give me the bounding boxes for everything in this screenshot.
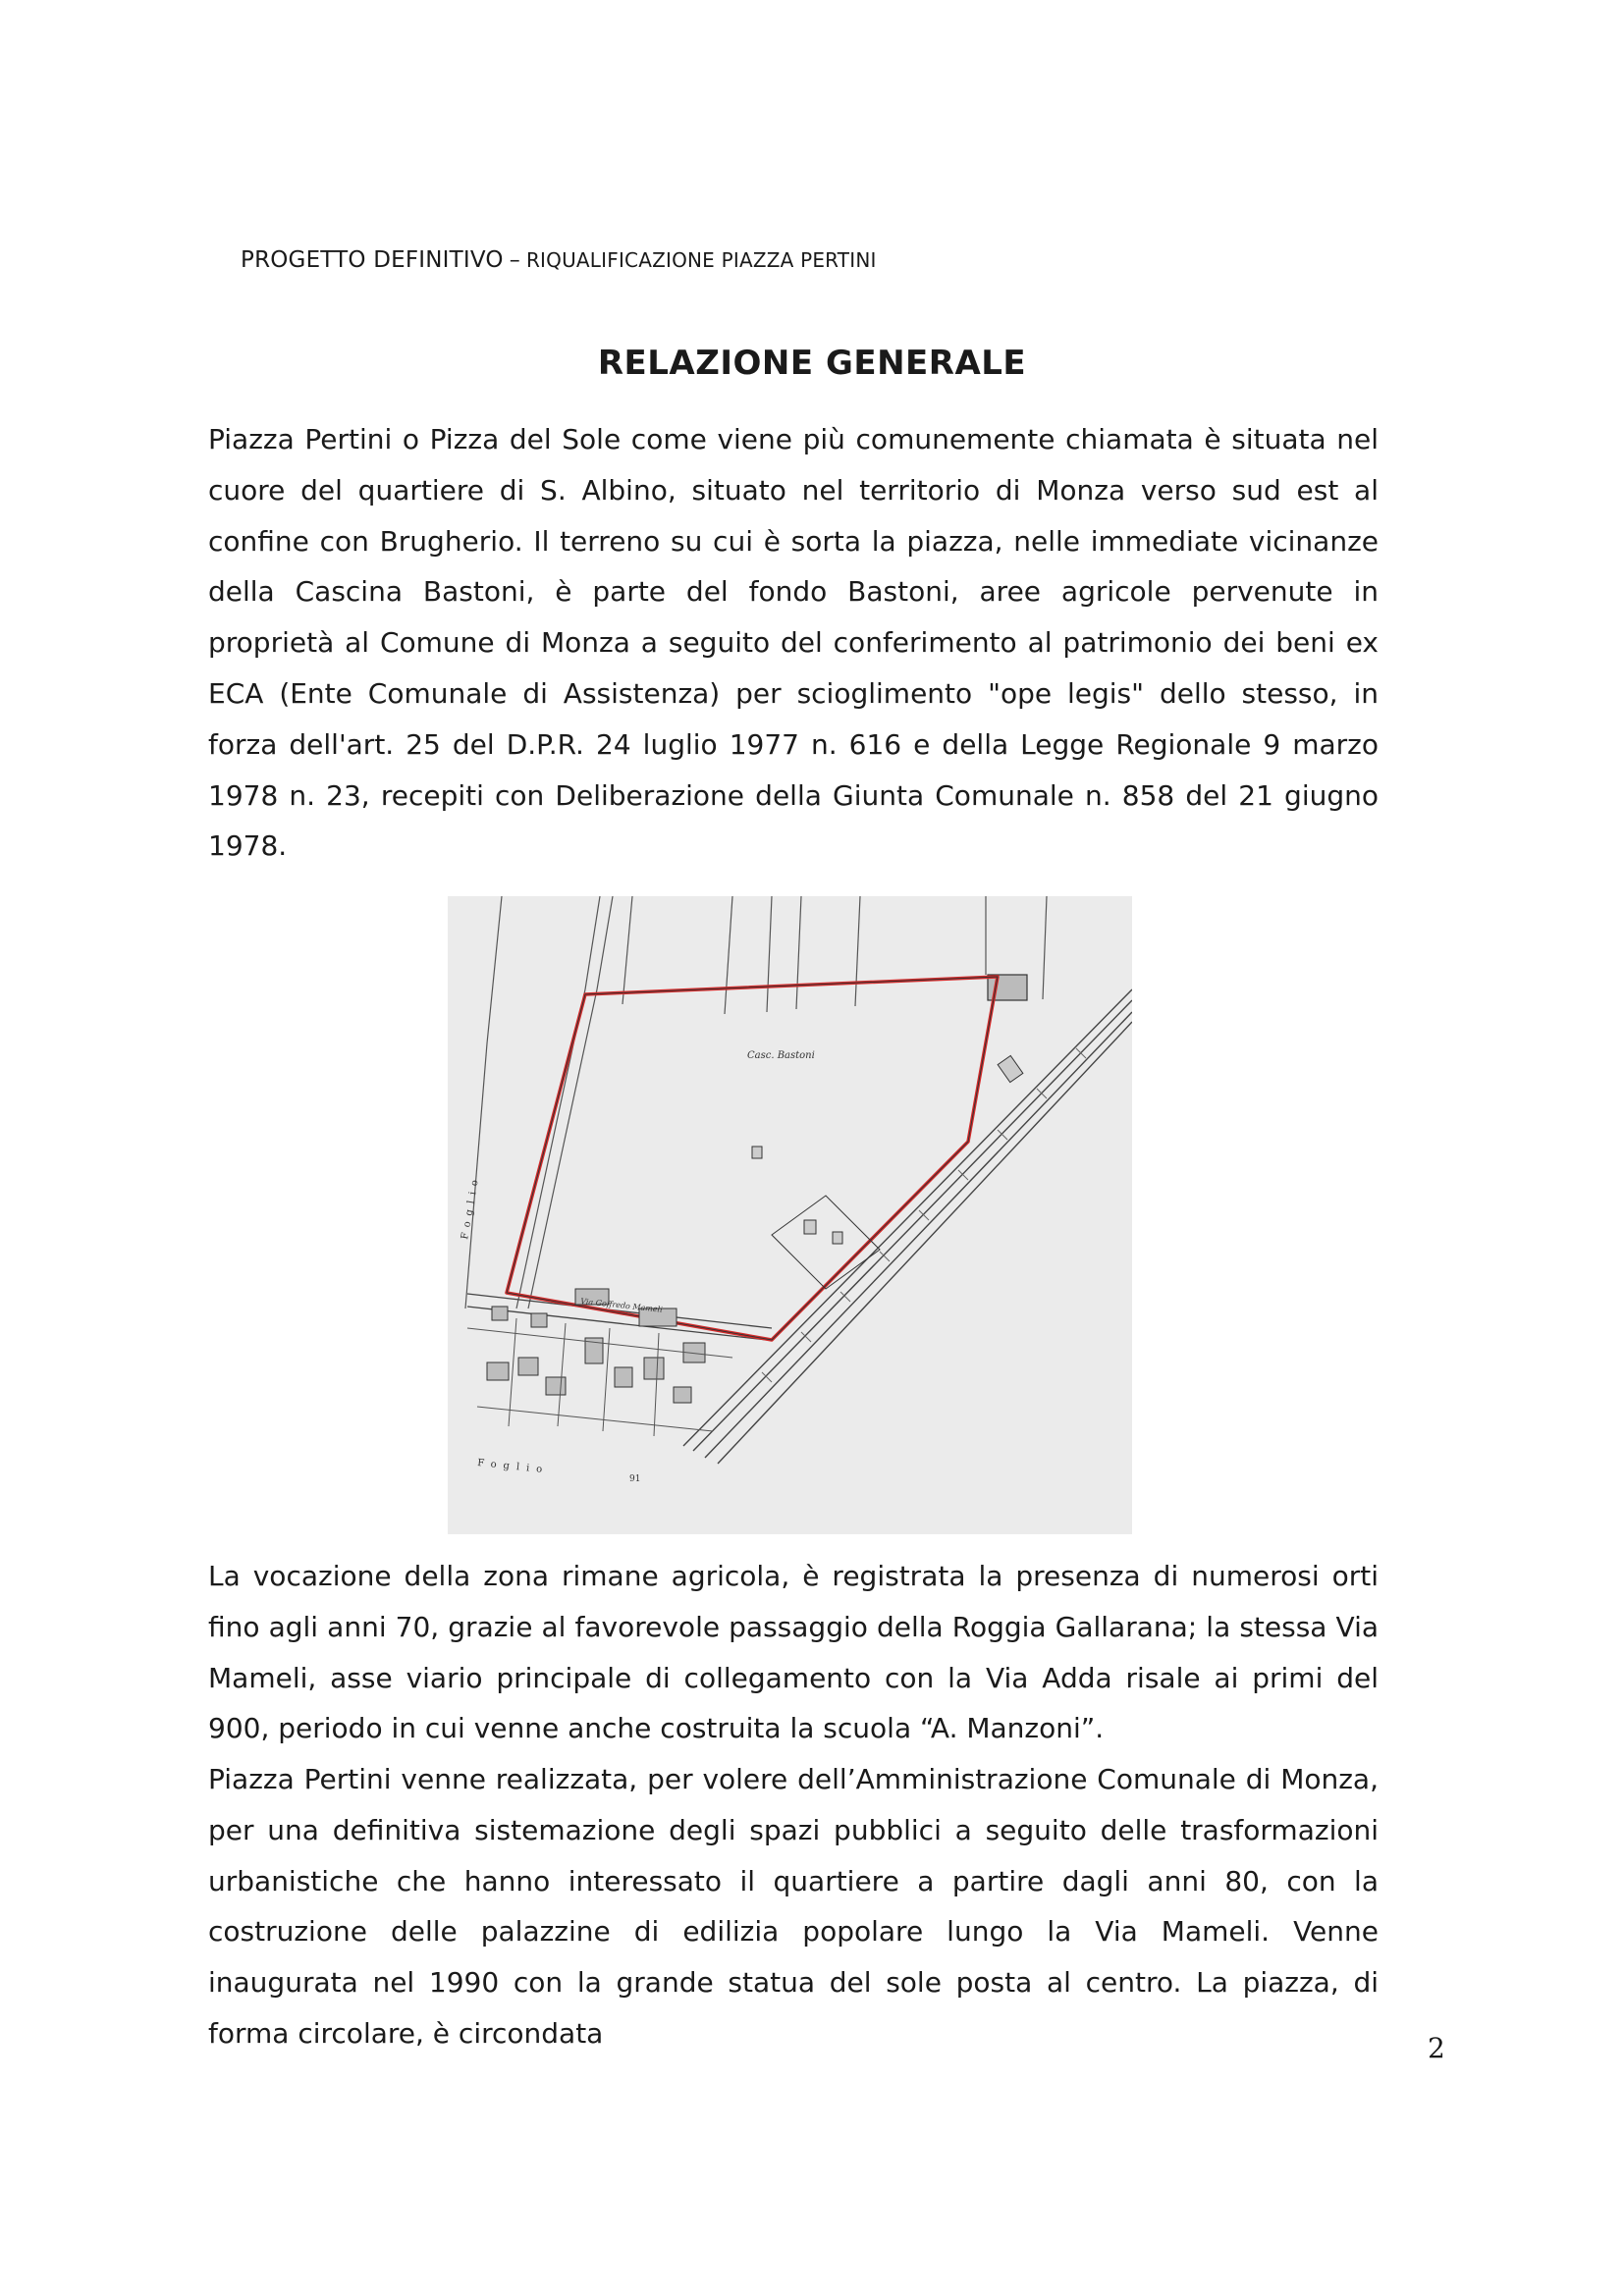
map-sheet-label-left: Foglio xyxy=(460,1173,482,1241)
map-road-label: Via Goffredo Mameli xyxy=(579,1297,664,1314)
header-separator: – xyxy=(509,248,520,273)
header-project: PROGETTO DEFINITIVO xyxy=(241,247,504,273)
page-number: 2 xyxy=(1428,2032,1445,2064)
map-sheet-label-bottom: Foglio xyxy=(476,1458,550,1476)
cadastral-map-figure xyxy=(448,896,1132,1534)
map-sheet-number: 91 xyxy=(629,1474,641,1484)
header-subject: RIQUALIFICAZIONE PIAZZA PERTINI xyxy=(525,248,877,272)
paragraph-intro: Piazza Pertini o Pizza del Sole come viene più comunemente chiamata è situata nel cuore del quartiere di S. Albino, situato nel territorio di Monza verso sud est al confine con Brugherio. Il terreno su cui è sorta la piazza, nelle immediate vicinanze della Cascina Bastoni, è parte del fondo Bastoni, aree agricole pervenute in proprietà al Comune di Monza a seguito del conferimento al patrimonio dei beni ex ECA (Ente Comunale di Assistenza) per scioglimento "ope legis" dello stesso, in forza dell'art. 25 del D.P.R. 24 luglio 1977 n. 616 e della Legge Regionale 9 marzo 1978 n. 23, recepiti con Deliberazione della Giunta Comunale n. 858 del 21 giugno 1978. xyxy=(208,423,1379,863)
map-background xyxy=(448,896,1132,1534)
map-parcel-label: Casc. Bastoni xyxy=(747,1050,815,1061)
running-header xyxy=(241,247,877,273)
cadastral-map xyxy=(448,896,1132,1534)
paragraph-history: Piazza Pertini venne realizzata, per volere dell’Amministrazione Comunale di Monza, per una definitiva sistemazione degli spazi pubblici a seguito delle trasformazioni urbanistiche che hanno interessato il quartiere a partire dagli anni 80, con la costruzione delle palazzine di edilizia popolare lungo la Via Mameli. Venne inaugurata nel 1990 con la grande statua del sole posta al centro. La piazza, di forma circolare, è circondata xyxy=(208,1763,1379,2050)
paragraph-vocation: La vocazione della zona rimane agricola, è registrata la presenza di numerosi orti fino agli anni 70, grazie al favorevole passaggio della Roggia Gallarana; la stessa Via Mameli, asse viario principale di collegamento con la Via Adda risale ai primi del 900, periodo in cui venne anche costruita la scuola “A. Manzoni”. xyxy=(208,1560,1379,1745)
page-title: RELAZIONE GENERALE xyxy=(597,344,1027,383)
